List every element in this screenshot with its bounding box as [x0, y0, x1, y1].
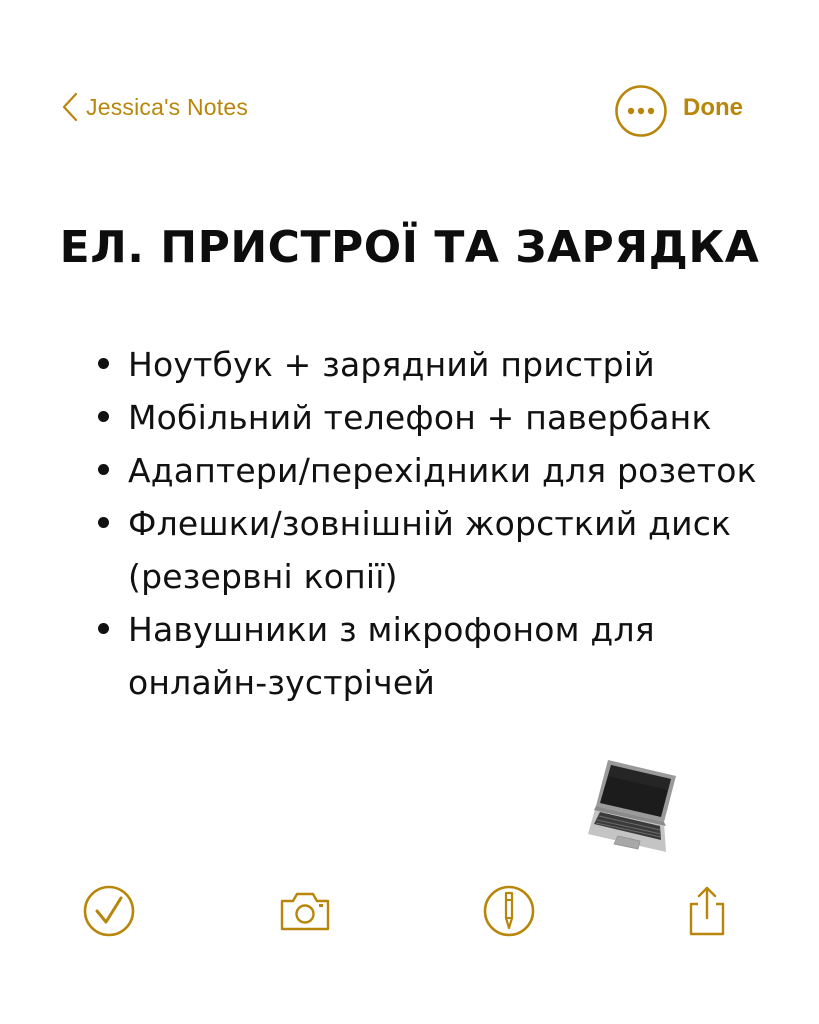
ellipsis-circle-icon	[614, 84, 668, 138]
done-button[interactable]: Done	[683, 94, 743, 121]
checklist-button[interactable]	[82, 884, 136, 938]
bullet-icon	[98, 623, 109, 634]
camera-icon	[278, 884, 332, 938]
note-list	[98, 338, 788, 709]
back-button[interactable]	[62, 92, 248, 122]
laptop-icon	[584, 756, 680, 856]
markup-button[interactable]	[482, 884, 536, 938]
list-item-text: Флешки/зовнішній жорсткий диск (резервні копії)	[128, 504, 732, 596]
back-label: Jessica's Notes	[86, 93, 249, 120]
bullet-icon	[98, 358, 109, 369]
list-item-text: Ноутбук + зарядний пристрій	[128, 345, 655, 384]
list-item-text: Мобільний телефон + павербанк	[128, 398, 712, 437]
pen-markup-icon	[482, 884, 536, 938]
camera-button[interactable]	[278, 884, 332, 938]
note-title: ЕЛ. ПРИСТРОЇ ТА ЗАРЯДКА	[59, 222, 760, 273]
more-options-button[interactable]	[614, 84, 668, 138]
list-item-text: Адаптери/перехідники для розеток	[128, 451, 757, 490]
bullet-icon	[98, 411, 109, 422]
list-item	[98, 603, 788, 709]
bullet-icon	[98, 517, 109, 528]
bullet-icon	[98, 464, 109, 475]
chevron-left-icon	[62, 92, 78, 122]
share-button[interactable]	[680, 884, 734, 938]
list-item	[98, 338, 788, 391]
share-icon	[680, 884, 734, 938]
list-item	[98, 391, 788, 444]
list-item	[98, 497, 788, 603]
list-item	[98, 444, 788, 497]
checklist-icon	[82, 884, 136, 938]
list-item-text: Навушники з мікрофоном для онлайн-зустрічей	[128, 610, 655, 702]
